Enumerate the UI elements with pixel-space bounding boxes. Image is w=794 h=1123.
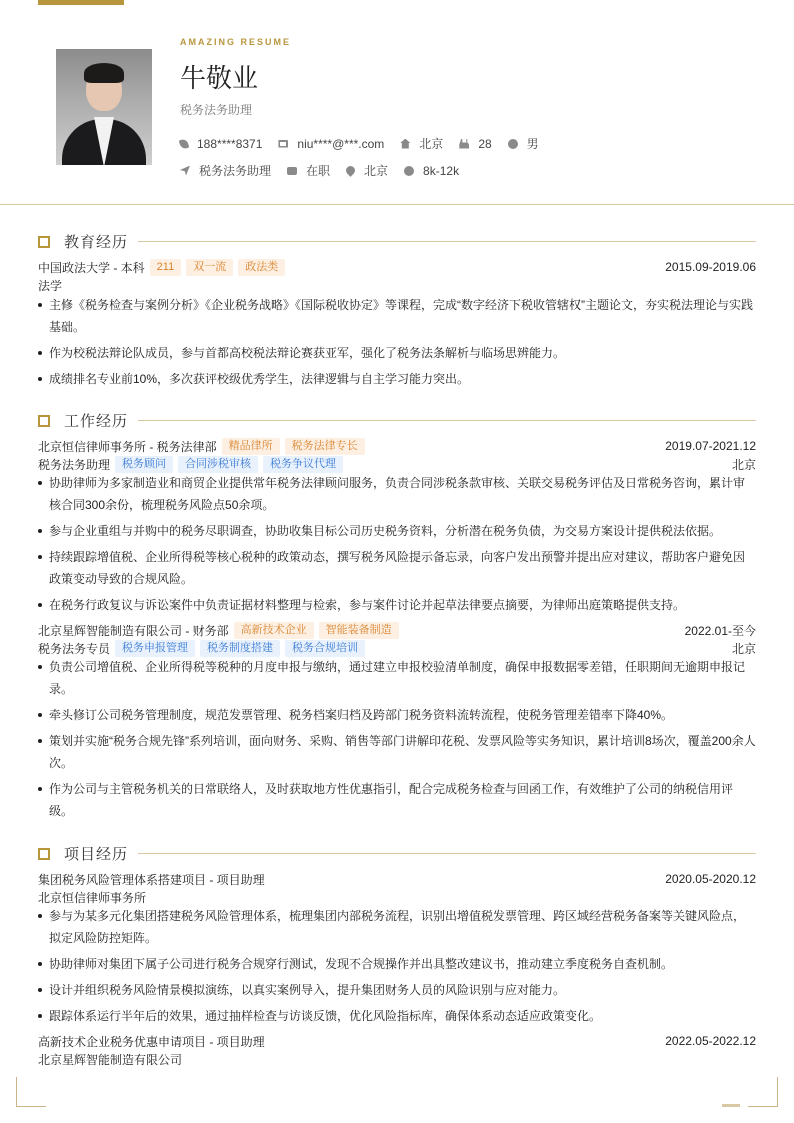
age-item: 28 <box>459 137 491 151</box>
project-org: 北京星辉智能制造有限公司 <box>38 1052 183 1067</box>
location-pin-icon <box>344 164 357 177</box>
list-item: 成绩排名专业前10%，多次获评校级优秀学生，法律逻辑与自主学习能力突出。 <box>38 368 756 390</box>
list-item: 持续跟踪增值税、企业所得税等核心税种的政策动态，撰写税务风险提示备忘录，向客户发出预警并提出应对建议，帮助客户避免因政策变动导致的合规风险。 <box>38 546 756 590</box>
intent-city-item: 北京 <box>346 162 388 179</box>
money-icon <box>404 166 414 176</box>
email-item: niu****@***.com <box>278 137 384 151</box>
school-name: 中国政法大学 - 本科 <box>38 260 145 275</box>
corner-decoration <box>748 1077 778 1107</box>
list-item: 在税务行政复议与诉讼案件中负责证据材料整理与检索，参与案件讨论并起草法律要点摘要，为律师出庭策略提供支持。 <box>38 594 756 616</box>
position-name: 税务法务助理 <box>38 457 111 472</box>
phone-item: 188****8371 <box>180 137 262 151</box>
contact-info-row <box>180 135 555 152</box>
resume-header <box>0 0 794 205</box>
education-section-title: 教育经历 <box>38 231 756 252</box>
list-item: 跟踪体系运行半年后的效果，通过抽样检查与访谈反馈，优化风险指标库，确保体系动态适应政策变化。 <box>38 1005 756 1027</box>
list-item: 策划并实施“税务合规先锋”系列培训，面向财务、采购、销售等部门讲解印花税、发票风险等实务知识，累计培训8场次，覆盖200余人次。 <box>38 730 756 774</box>
job-bullets <box>38 656 756 826</box>
work-section-title: 工作经历 <box>38 410 756 431</box>
project-name: 高新技术企业税务优惠申请项目 - 项目助理 <box>38 1034 265 1049</box>
list-item: 参与为某多元化集团搭建税务风险管理体系，梳理集团内部税务流程，识别出增值税发票管理、跨区域经营税务备案等关键风险点，拟定风险防控矩阵。 <box>38 905 756 949</box>
company-tag: 税务法律专长 <box>285 438 365 455</box>
intent-position-item: 税务法务助理 <box>180 162 271 179</box>
list-item: 作为校税法辩论队成员，参与首都高校税法辩论赛获亚军，强化了税务法条解析与临场思辨能力。 <box>38 342 756 364</box>
project-date: 2020.05-2020.12 <box>665 872 756 886</box>
cake-icon <box>459 139 469 149</box>
list-item: 设计并组织税务风险情景模拟演练，以真实案例导入，提升集团财务人员的风险识别与应对能力。 <box>38 979 756 1001</box>
list-item: 协助律师为多家制造业和商贸企业提供常年税务法律顾问服务，负责合同涉税条款审核、关联交易税务评估及日常税务咨询，累计审核合同300余份，梳理税务风险点50余项。 <box>38 472 756 516</box>
company-tag: 智能装备制造 <box>319 622 399 639</box>
list-item: 负责公司增值税、企业所得税等税种的月度申报与缴纳，通过建立申报校验清单制度，确保申报数据零差错，任职期间无逾期申报记录。 <box>38 656 756 700</box>
position-tag: 税务争议代理 <box>263 456 343 473</box>
school-tag: 政法类 <box>238 259 285 276</box>
mail-icon <box>278 140 288 148</box>
job-intent-row <box>180 162 475 179</box>
school-tag: 双一流 <box>186 259 233 276</box>
education-bullets <box>38 294 756 394</box>
corner-decoration <box>16 1077 46 1107</box>
project-org: 北京恒信律师事务所 <box>38 890 147 905</box>
job-bullets <box>38 472 756 620</box>
briefcase-icon <box>287 167 297 175</box>
list-item: 主修《税务检查与案例分析》《企业税务战略》《国际税收协定》等课程，完成“数字经济下税收管辖权”主题论文，夯实税法理论与实践基础。 <box>38 294 756 338</box>
list-item: 协助律师对集团下属子公司进行税务合规穿行测试，发现不合规操作并出具整改建议书，推动建立季度税务自查机制。 <box>38 953 756 975</box>
project-org-row <box>38 888 756 906</box>
company-tag: 精品律所 <box>222 438 280 455</box>
education-date: 2015.09-2019.06 <box>665 260 756 274</box>
education-header <box>38 258 756 276</box>
project-date: 2022.05-2022.12 <box>665 1034 756 1048</box>
job-location: 北京 <box>731 457 756 472</box>
major-row <box>38 276 756 294</box>
send-icon <box>180 166 190 176</box>
gender-icon <box>508 139 518 149</box>
job-date: 2022.01-至今 <box>684 623 756 638</box>
company-name: 北京恒信律师事务所 - 税务法律部 <box>38 439 217 454</box>
project-header <box>38 1032 756 1050</box>
position-name: 税务法务专员 <box>38 641 111 656</box>
tagline: AMAZING RESUME <box>180 37 291 47</box>
list-item: 牵头修订公司税务管理制度，规范发票管理、税务档案归档及跨部门税务资料流转流程，使税务管理差错率下降40%。 <box>38 704 756 726</box>
list-item: 参与企业重组与并购中的税务尽职调查，协助收集目标公司历史税务资料，分析潜在税务负债，为交易方案设计提供税法依据。 <box>38 520 756 542</box>
status-item: 在职 <box>287 162 330 179</box>
section-square-icon <box>38 415 50 427</box>
job-position-row <box>38 639 756 657</box>
position-tag: 税务制度搭建 <box>200 640 280 657</box>
project-org-row <box>38 1050 756 1068</box>
projects-section-title: 项目经历 <box>38 843 756 864</box>
home-icon <box>400 139 410 149</box>
position-tag: 税务申报管理 <box>115 640 195 657</box>
position-tag: 税务顾问 <box>115 456 173 473</box>
job-date: 2019.07-2021.12 <box>665 439 756 453</box>
gender-item: 男 <box>508 135 539 152</box>
major: 法学 <box>38 278 63 293</box>
project-header <box>38 870 756 888</box>
job-company-row <box>38 621 756 639</box>
city-item: 北京 <box>400 135 443 152</box>
project-name: 集团税务风险管理体系搭建项目 - 项目助理 <box>38 872 265 887</box>
phone-icon <box>179 137 190 149</box>
avatar <box>56 49 152 165</box>
salary-item: 8k-12k <box>404 164 459 178</box>
school-tag: 211 <box>150 259 182 276</box>
position-tag: 合同涉税审核 <box>178 456 258 473</box>
bottom-accent-bar <box>722 1104 740 1107</box>
job-position-row <box>38 455 756 473</box>
job-location: 北京 <box>731 641 756 656</box>
company-tag: 高新技术企业 <box>234 622 314 639</box>
project-bullets <box>38 905 756 1031</box>
candidate-title: 税务法务助理 <box>180 103 253 117</box>
company-name: 北京星辉智能制造有限公司 - 财务部 <box>38 623 229 638</box>
section-square-icon <box>38 848 50 860</box>
position-tag: 税务合规培训 <box>285 640 365 657</box>
section-square-icon <box>38 236 50 248</box>
candidate-name: 牛敬业 <box>180 64 259 94</box>
job-company-row <box>38 437 756 455</box>
list-item: 作为公司与主管税务机关的日常联络人，及时获取地方性优惠指引，配合完成税务检查与回函工作，有效维护了公司的纳税信用评级。 <box>38 778 756 822</box>
